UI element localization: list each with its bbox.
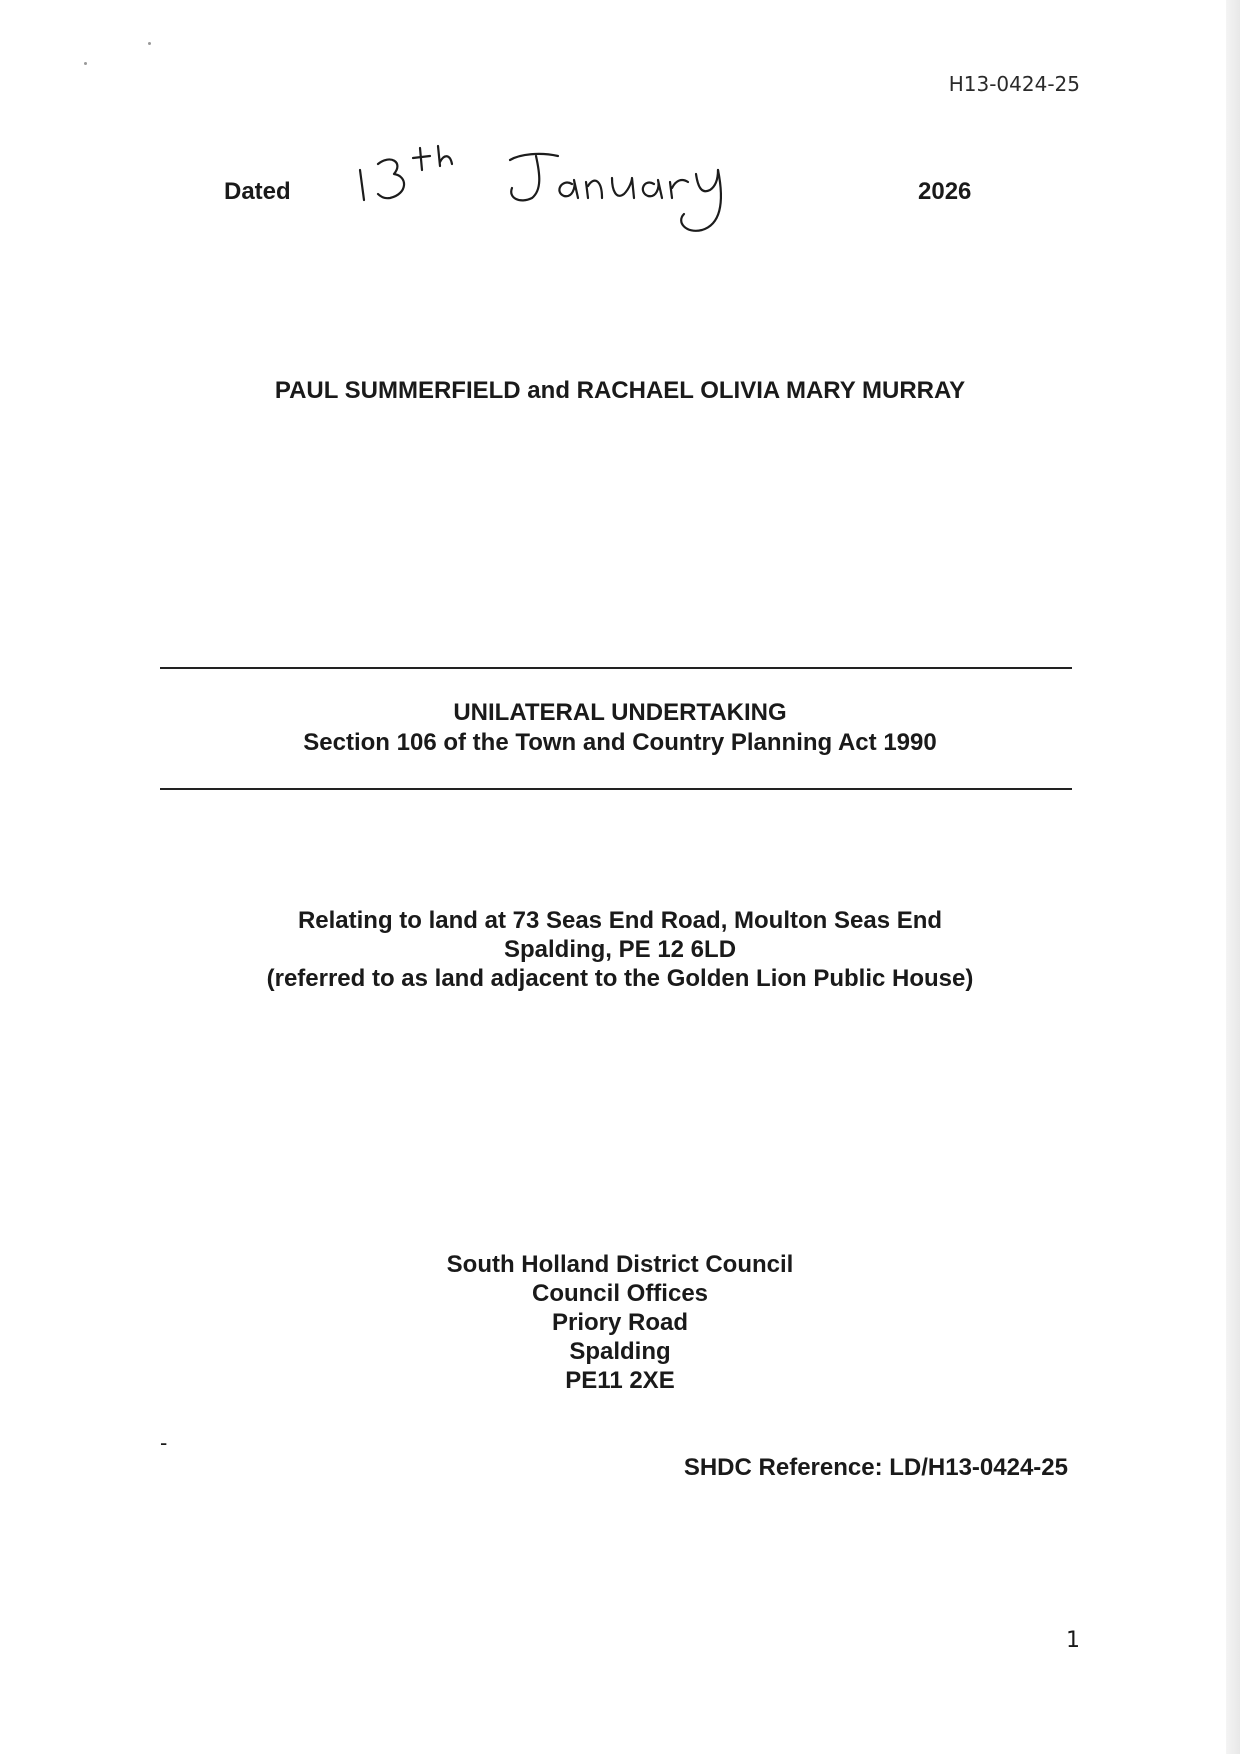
page-number: 1 (1066, 1628, 1080, 1653)
council-offices: Council Offices (531, 1280, 709, 1307)
divider-bottom (160, 788, 1072, 790)
land-description (0, 906, 1240, 993)
land-line-3: (referred to as land adjacent to the Golden Lion Public House) (266, 965, 974, 992)
scan-speck (84, 62, 87, 65)
title-heading: UNILATERAL UNDERTAKING (453, 699, 787, 726)
council-postcode: PE11 2XE (565, 1367, 675, 1394)
land-line-1: Relating to land at 73 Seas End Road, Moulton Seas End (297, 907, 943, 934)
parties-heading: PAUL SUMMERFIELD and RACHAEL OLIVIA MARY MURRAY (274, 377, 966, 404)
scan-speck (148, 42, 151, 45)
divider-top (160, 667, 1072, 669)
dated-label: Dated (224, 178, 291, 205)
council-road: Priory Road (551, 1309, 689, 1336)
council-town: Spalding (569, 1338, 671, 1365)
title-subheading: Section 106 of the Town and Country Planning Act 1990 (303, 729, 937, 756)
document-reference-top: H13-0424-25 (948, 72, 1080, 96)
council-address (0, 1250, 1240, 1395)
handwritten-date-signature (350, 140, 770, 250)
land-line-2: Spalding, PE 12 6LD (503, 936, 737, 963)
margin-dash: - (160, 1430, 168, 1455)
page-edge (1226, 0, 1240, 1754)
title-block (0, 698, 1240, 758)
dated-year: 2026 (918, 178, 972, 205)
shdc-reference: SHDC Reference: LD/H13-0424-25 (683, 1454, 1068, 1481)
council-name: South Holland District Council (446, 1251, 794, 1278)
dated-row (0, 140, 1240, 250)
